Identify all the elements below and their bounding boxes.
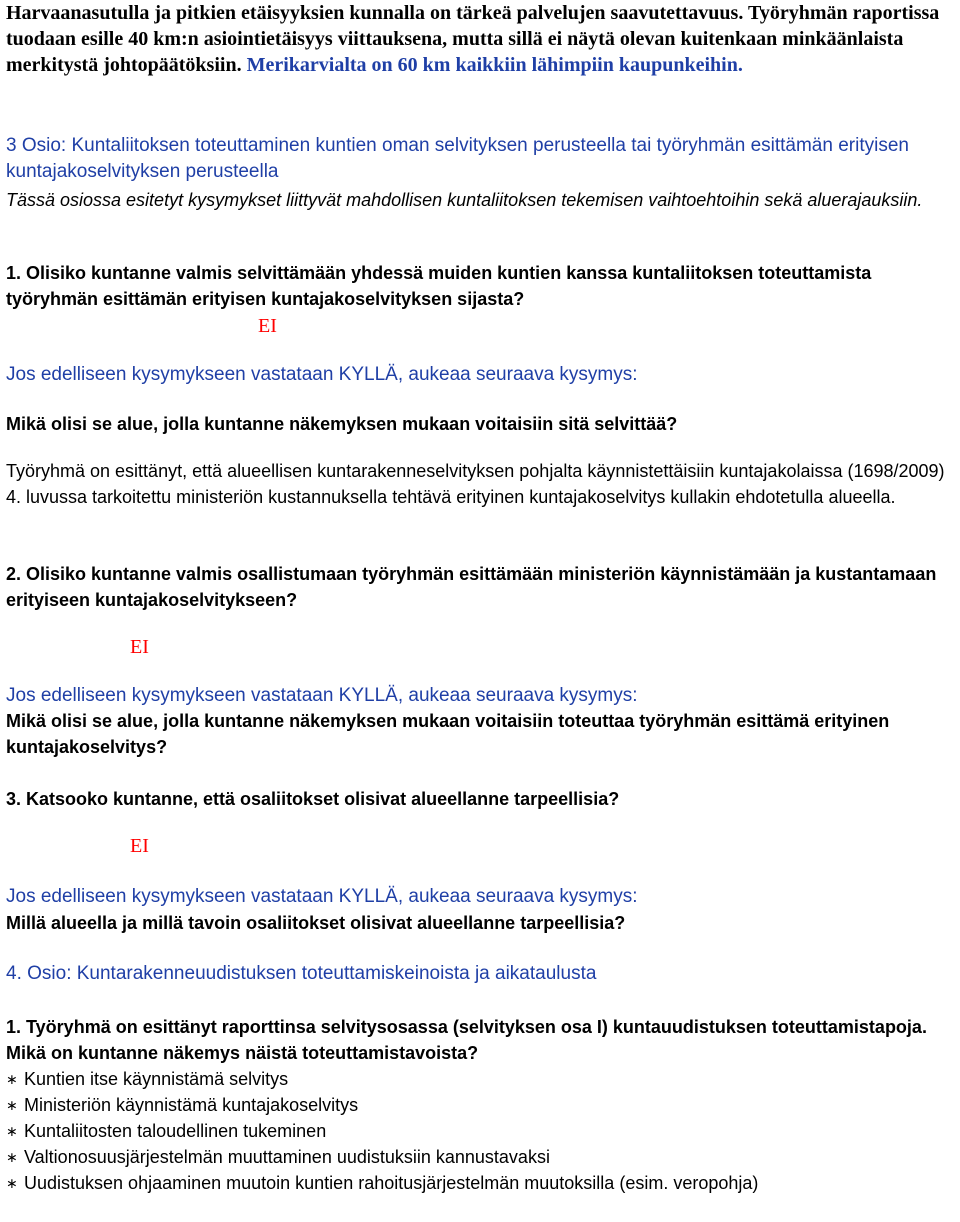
asterisk-bullet-icon: ∗ [6,1123,18,1139]
asterisk-bullet-icon: ∗ [6,1097,18,1113]
asterisk-bullet-icon: ∗ [6,1071,18,1087]
answer-2: EI [130,636,149,658]
section-3-intro: Tässä osiossa esitetyt kysymykset liittyvät mahdollisen kuntaliitoksen tekemisen vaihtoehtoihin sekä aluerajauksiin. [6,190,923,210]
followup-question-2: Mikä olisi se alue, jolla kuntanne näkemyksen mukaan voitaisiin toteuttaa työryhmän esittämä erityinen kuntajakoselvitys? [6,711,890,757]
list-item [6,1144,954,1170]
intro-line-2: Merikarvialta on 60 km kaikkiin lähimpiin kaupunkeihin. [246,54,743,76]
intro-paragraph [6,0,954,78]
list-item [6,1066,954,1092]
intro-line-1: Harvaanasutulla ja pitkien etäisyyksien kunnalla on tärkeä palvelujen saavutettavuus. Työryhmän raportissa tuodaan esille 40 km:n asiointietäisyys viittauksena, mutta sillä ei näytä olevan kuitenkaan minkäänlaista merkitystä johtopäätöksiin. [6,2,940,76]
followup-heading-2: Jos edelliseen kysymykseen vastataan KYLLÄ, aukeaa seuraava kysymys: [6,685,638,706]
question-2: 2. Olisiko kuntanne valmis osallistumaan työryhmän esittämään ministeriön käynnistämään ja kustantamaan erityiseen kuntajakoselvitykseen? [6,564,937,610]
section-4-heading: 4. Osio: Kuntarakenneuudistuksen toteuttamiskeinoista ja aikataulusta [6,963,597,984]
followup-question-1: Mikä olisi se alue, jolla kuntanne näkemyksen mukaan voitaisiin sitä selvittää? [6,414,678,434]
followup-question-3: Millä alueella ja millä tavoin osaliitokset olisivat alueellanne tarpeellisia? [6,913,626,933]
list-item [6,1170,954,1196]
option-label: Valtionosuusjärjestelmän muuttaminen uudistuksiin kannustavaksi [24,1147,550,1167]
question-1: 1. Olisiko kuntanne valmis selvittämään yhdessä muiden kuntien kanssa kuntaliitoksen toteuttamista työryhmän esittämän erityisen kuntajakoselvityksen sijasta? [6,263,872,309]
answer-3: EI [130,835,149,857]
section-3-note: Työryhmä on esittänyt, että alueellisen kuntarakenneselvityksen pohjalta käynnistettäisiin kuntajakolaissa (1698/2009) 4. luvussa tarkoitettu ministeriön kustannuksella tehtävä erityinen kuntajakoselvitys kullakin ehdotetulla alueella. [6,461,945,507]
followup-heading-1: Jos edelliseen kysymykseen vastataan KYLLÄ, aukeaa seuraava kysymys: [6,364,638,385]
asterisk-bullet-icon: ∗ [6,1175,18,1191]
section-3-heading: 3 Osio: Kuntaliitoksen toteuttaminen kuntien oman selvityksen perusteella tai työryhmän esittämän erityisen kuntajakoselvityksen perusteella [6,135,909,182]
option-label: Uudistuksen ohjaaminen muutoin kuntien rahoitusjärjestelmän muutoksilla (esim. veropohja) [24,1173,759,1193]
question-3: 3. Katsooko kuntanne, että osaliitokset olisivat alueellanne tarpeellisia? [6,789,620,809]
option-label: Kuntaliitosten taloudellinen tukeminen [24,1121,327,1141]
section-4-question-1: 1. Työryhmä on esittänyt raporttinsa selvitysosassa (selvityksen osa I) kuntauudistuksen toteuttamistapoja. Mikä on kuntanne näkemys näistä toteuttamistavoista? [6,1017,927,1063]
options-list [6,1066,954,1196]
list-item [6,1092,954,1118]
asterisk-bullet-icon: ∗ [6,1149,18,1165]
answer-1: EI [258,315,277,337]
option-label: Ministeriön käynnistämä kuntajakoselvitys [24,1095,359,1115]
list-item [6,1118,954,1144]
followup-heading-3: Jos edelliseen kysymykseen vastataan KYLLÄ, aukeaa seuraava kysymys: [6,886,638,907]
option-label: Kuntien itse käynnistämä selvitys [24,1069,289,1089]
